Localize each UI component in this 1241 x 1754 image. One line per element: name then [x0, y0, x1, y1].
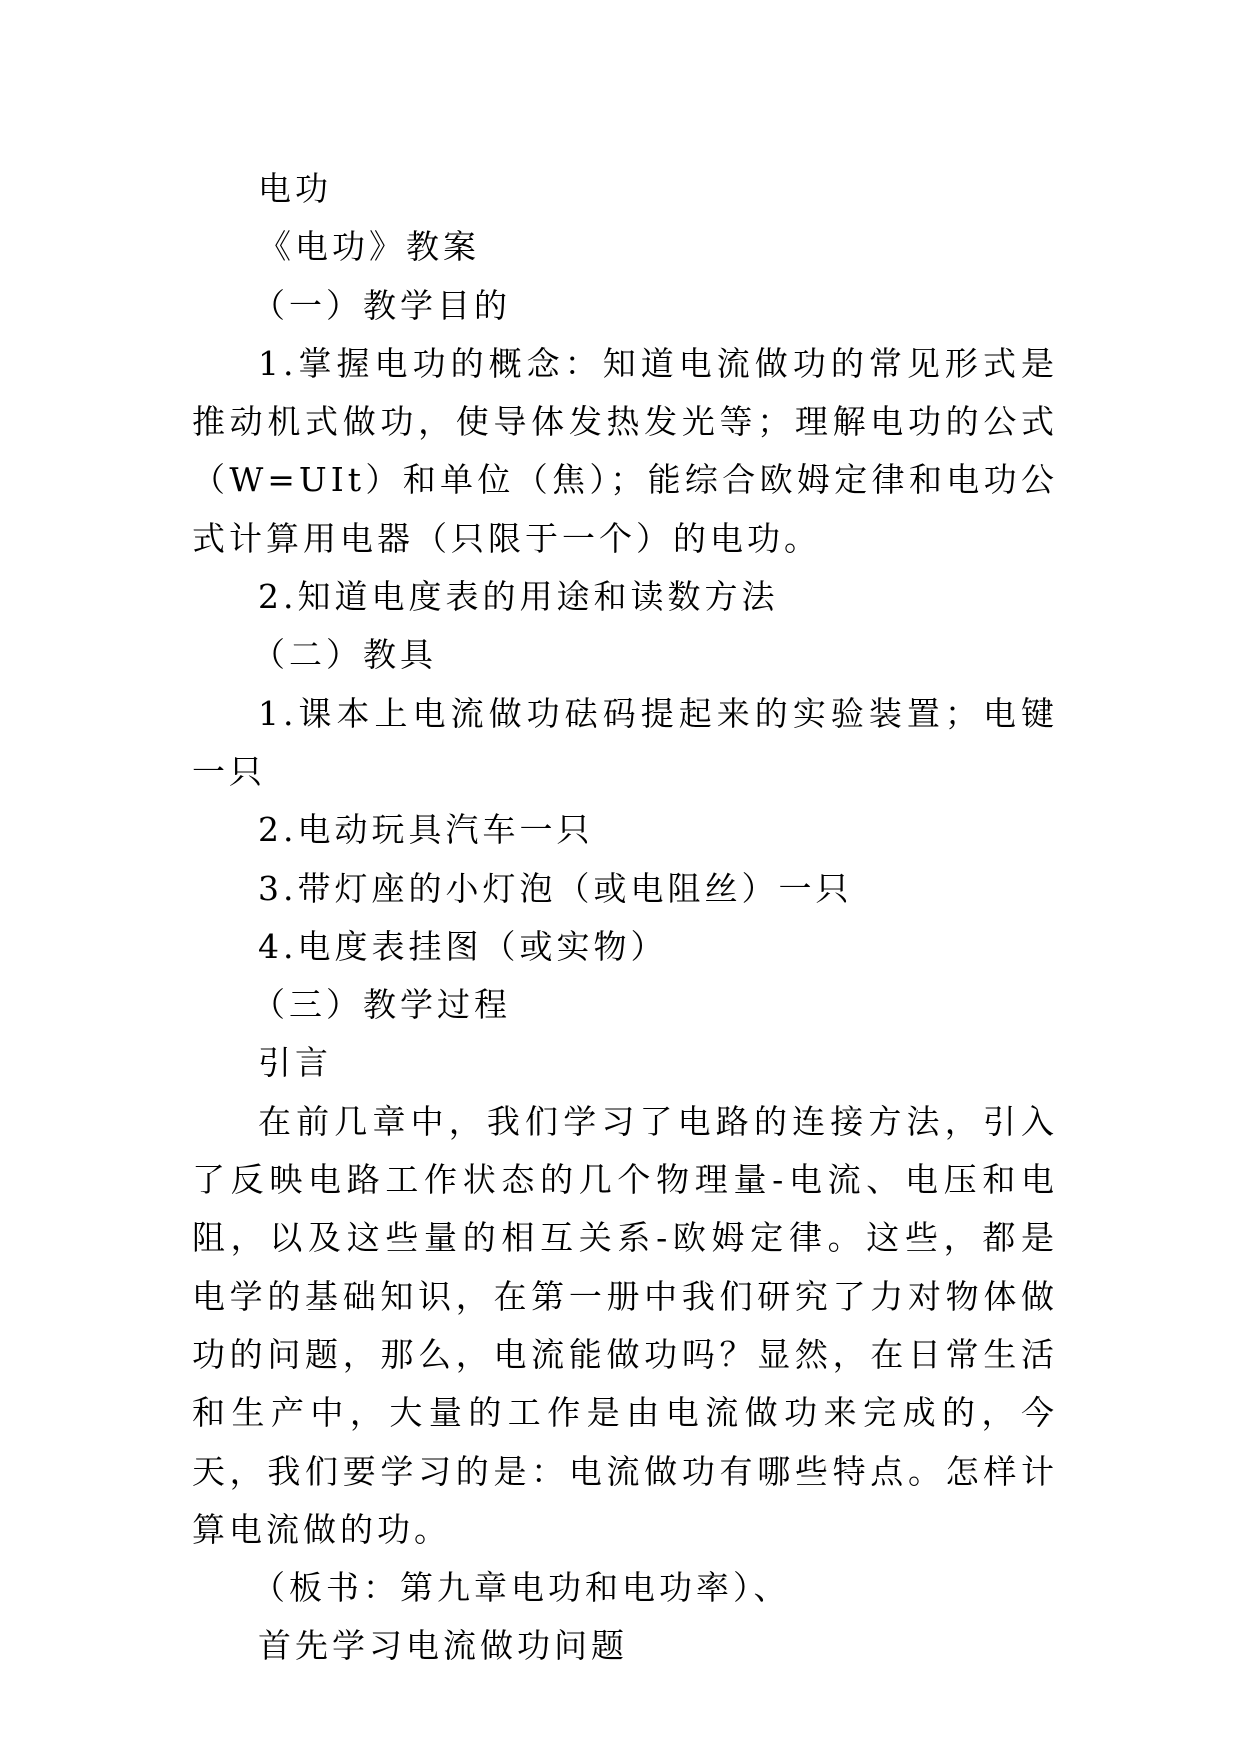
- board-note: （板书：第九章电功和电功率）、: [252, 1568, 791, 1608]
- objective-item-2: 2.知道电度表的用途和读数方法: [258, 577, 779, 617]
- intro-heading: 引言: [258, 1043, 332, 1083]
- objective-item-1: 1.掌握电功的概念：知道电流做功的常见形式是推动机式做功，使导体发热发光等；理解电功的公式（W=UIt）和单位（焦）；能综合欧姆定律和电功公式计算用电器（只限于一个）的电功。: [192, 343, 1058, 558]
- tool-item-1: 1.课本上电流做功砝码提起来的实验装置；电键一只: [192, 693, 1058, 791]
- intro-paragraph: 在前几章中，我们学习了电路的连接方法，引入了反映电路工作状态的几个物理量-电流、电压和电阻，以及这些量的相互关系-欧姆定律。这些，都是电学的基础知识，在第一册中我们研究了力对物体做功的问题，那么，电流能做功吗？显然，在日常生活和生产中，大量的工作是由电流做功来完成的，今天，我们要学习的是：电流做功有哪些特点。怎样计算电流做的功。: [192, 1101, 1058, 1549]
- document-subtitle: 《电功》教案: [258, 227, 480, 267]
- section-heading-tools: （二）教具: [252, 635, 437, 675]
- tool-item-2: 2.电动玩具汽车一只: [258, 810, 594, 850]
- section-heading-objectives: （一）教学目的: [252, 285, 511, 325]
- section-heading-process: （三）教学过程: [252, 985, 511, 1025]
- first-topic: 首先学习电流做功问题: [258, 1626, 628, 1666]
- tool-item-4: 4.电度表挂图（或实物）: [258, 926, 668, 966]
- document-body: [192, 160, 1058, 1676]
- document-title: 电功: [258, 169, 332, 208]
- tool-item-3: 3.带灯座的小灯泡（或电阻丝）一只: [258, 868, 853, 908]
